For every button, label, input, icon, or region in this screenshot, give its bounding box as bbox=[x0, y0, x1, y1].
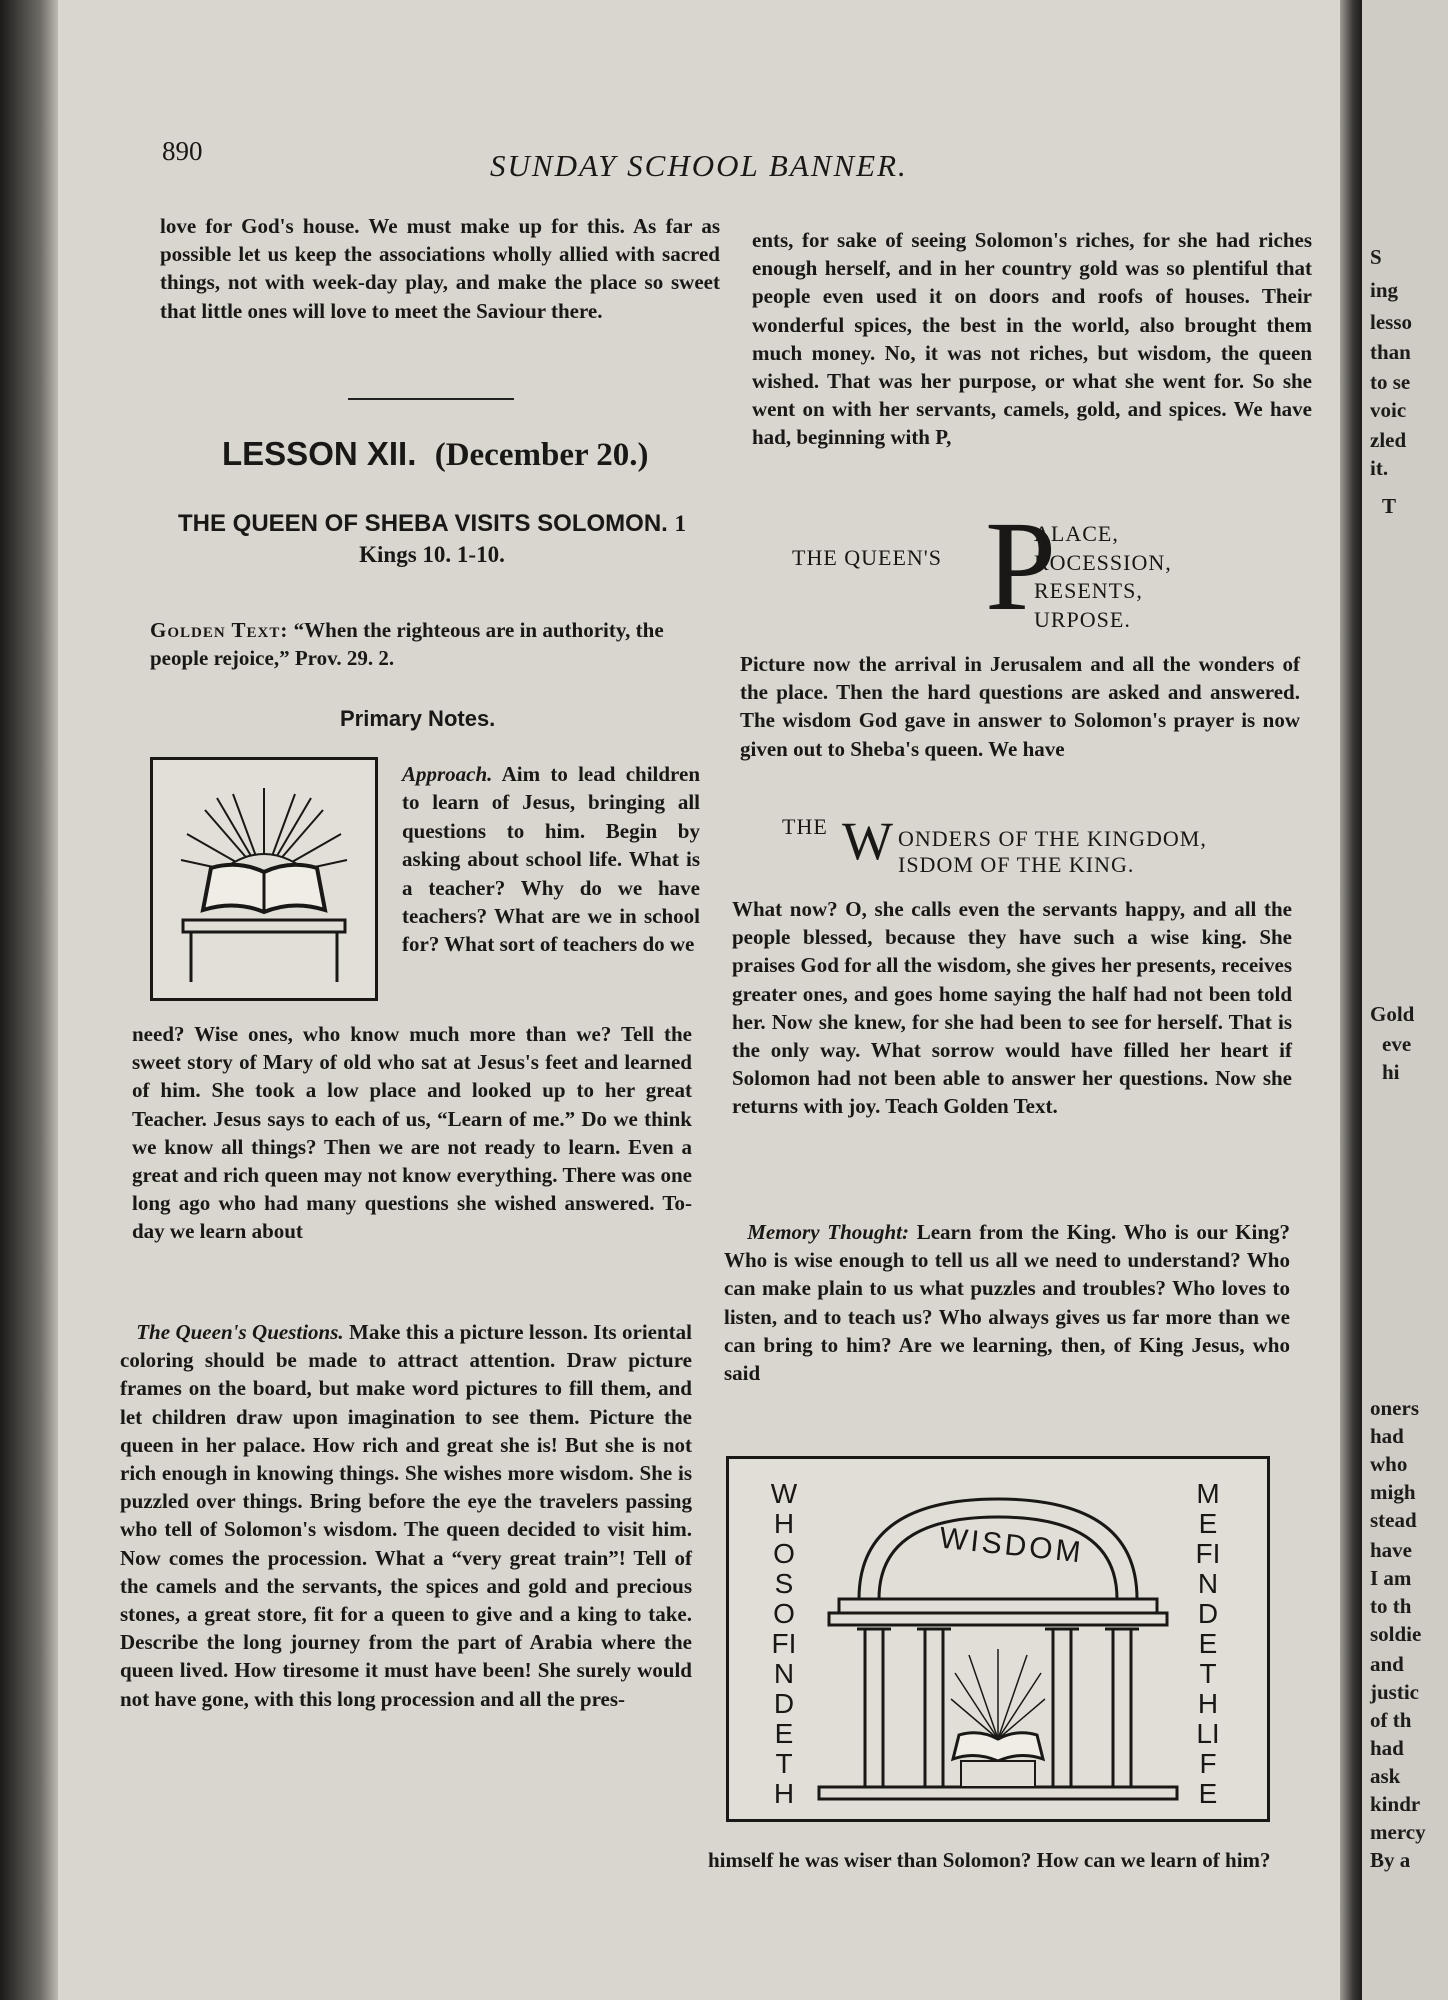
next-page-fragment: voic bbox=[1370, 398, 1407, 422]
intro-paragraph bbox=[160, 212, 720, 325]
next-page-fragment: ask bbox=[1370, 1764, 1401, 1788]
next-page-fragment: to se bbox=[1370, 370, 1411, 394]
golden-text-quote: “When the righteous are in authority, the people rejoice,” Prov. 29. 2. bbox=[150, 618, 664, 670]
next-page-fragment: of th bbox=[1370, 1708, 1412, 1732]
acrostic-w-lead: THE bbox=[782, 814, 828, 839]
approach-continued bbox=[132, 1020, 692, 1246]
next-page-fragment: eve bbox=[1382, 1032, 1412, 1056]
wisdom-arch-word: WISDOM bbox=[937, 1521, 1086, 1570]
temple-icon bbox=[729, 1459, 1267, 1819]
next-page-fragment: justic bbox=[1370, 1680, 1419, 1704]
questions-label: The Queen's Questions. bbox=[136, 1320, 344, 1344]
acrostic-p-words bbox=[1034, 520, 1172, 634]
page-gutter bbox=[1340, 0, 1362, 2000]
memory-text: Learn from the King. Who is our King? Who is wise enough to tell us all we need to understand? Who can make plain to us what puzzles and troubles? Who loves to listen, and to teach us? Who always gives us far more than we can bring to him? Are we learning, then, of King Jesus, who said bbox=[724, 1220, 1291, 1386]
lesson-title-text: THE QUEEN OF SHEBA VISITS SOLOMON. bbox=[178, 510, 668, 537]
right-para-2-text: Picture now the arrival in Jerusalem and all the wonders of the place. Then the hard questions are asked and answered. The wisdom God gave in answer to Solomon's prayer is now given out to Sheba's queen. We have bbox=[740, 652, 1300, 761]
next-page-fragment: lesso bbox=[1370, 310, 1412, 334]
acrostic-w-lines bbox=[898, 826, 1207, 878]
next-page-fragment: soldie bbox=[1370, 1622, 1422, 1646]
wisdom-temple-illustration bbox=[726, 1456, 1270, 1822]
questions-text: Make this a picture lesson. Its oriental coloring should be made to attract attention. Draw picture frames on the board, but make word pictures to fill them, and let children draw upon imagination to see them. Picture the queen in her palace. How rich and great she is! But she is not rich enough in knowing things. She wishes more wisdom. She is puzzled over things. Bring before the eye the travelers passing who tell of Solomon's wisdom. The queen decided to visit him. Now comes the procession. What a “very great train”! Tell of the camels and the servants, the spices and gold and precious stones, a great store, fit for a queen to give and a king to take. Describe the long journey from the part of Arabia where the queen lived. How tiresome it must have been! She surely would not have gone, with this long procession and all the pres- bbox=[120, 1320, 692, 1711]
acrostic-word: ROCESSION, bbox=[1034, 549, 1172, 575]
next-page-fragment: T bbox=[1382, 494, 1397, 518]
approach-paragraph bbox=[402, 760, 700, 959]
next-page-fragment: have bbox=[1370, 1538, 1412, 1562]
next-page-fragment: and bbox=[1370, 1652, 1404, 1676]
approach-continued-text: need? Wise ones, who know much more than we? Tell the sweet story of Mary of old who sat at Jesus's feet and learned of him. She took a low place and looked up to her great Teacher. Jesus says to each of us, “Learn of me.” Do we think we know all things? Then we are not ready to learn. Even a great and rich queen may not know everything. There was one long ago who had many questions she wished answered. To-day we learn about bbox=[132, 1022, 692, 1244]
lesson-number: LESSON XII. bbox=[222, 435, 417, 472]
next-page-fragment: migh bbox=[1370, 1480, 1416, 1504]
right-paragraph-3 bbox=[732, 895, 1292, 1121]
intro-text: love for God's house. We must make up for this. As far as possible let us keep the associations wholly allied with sacred things, not with week-day play, and make the place so sweet that little ones will love to meet the Saviour there. bbox=[160, 214, 720, 323]
next-page-fragment: By a bbox=[1370, 1848, 1411, 1872]
acrostic-p-initial: P bbox=[985, 495, 1057, 637]
lesson-heading bbox=[222, 435, 649, 474]
next-page-fragment: ing bbox=[1370, 278, 1399, 302]
next-page-fragment: oners bbox=[1370, 1396, 1419, 1420]
lesson-date: (December 20.) bbox=[434, 437, 649, 473]
next-page-fragment: it. bbox=[1370, 456, 1389, 480]
next-page-fragment: had bbox=[1370, 1736, 1404, 1760]
next-page-fragment: had bbox=[1370, 1424, 1404, 1448]
next-page-fragment: zled bbox=[1370, 428, 1407, 452]
next-page-fragment: than bbox=[1370, 340, 1411, 364]
next-page-fragment: stead bbox=[1370, 1508, 1417, 1532]
acrostic-word: ALACE, bbox=[1034, 521, 1119, 546]
acrostic-word: RESENTS, bbox=[1034, 578, 1143, 603]
right-paragraph-2 bbox=[740, 650, 1300, 763]
lesson-reference: 1 Kings 10. 1-10. bbox=[359, 511, 686, 567]
acrostic-w-initial: W bbox=[842, 811, 893, 871]
right-para-3-text: What now? O, she calls even the servants happy, and all the people blessed, because they have such a wise king. She praises God for all the wisdom, she gives her presents, receives greater ones, and goes home saying the half had not been told her. Now she knew, for she had been to see for herself. That is the only way. What sorrow would have filled her heart if Solomon had not been able to answer her questions. Now she returns with joy. Teach Golden Text. bbox=[732, 897, 1292, 1119]
next-page-fragment: to th bbox=[1370, 1594, 1412, 1618]
approach-text: Aim to lead children to learn of Jesus, bringing all questions to him. Begin by asking about school life. What is a teacher? Why do we have teachers? What are we in school for? What sort of teachers do we bbox=[402, 762, 700, 957]
next-page-edge bbox=[1362, 0, 1448, 2000]
queens-questions-paragraph bbox=[120, 1318, 692, 1713]
next-page-fragment: S bbox=[1370, 245, 1382, 269]
golden-text-label: Golden Text: bbox=[150, 618, 289, 642]
next-page-fragment: hi bbox=[1382, 1060, 1400, 1084]
acrostic-word: URPOSE. bbox=[1034, 606, 1131, 632]
next-page-fragment: who bbox=[1370, 1452, 1408, 1476]
next-page-fragment: mercy bbox=[1370, 1820, 1426, 1844]
me-findeth-life-vertical: ME FINDETH LIFE bbox=[1195, 1478, 1221, 1809]
right-para-1-text: ents, for sake of seeing Solomon's riches, for she had riches enough herself, and in her country gold was so plentiful that people even used it on doors and roofs of houses. Their wonderful spices, the best in the world, also brought them much money. No, it was not riches, but wisdom, the queen wished. That was her purpose, or what she went for. So she went on with her servants, camels, gold, and spices. We have had, beginning with P, bbox=[752, 228, 1312, 450]
acrostic-w-line-2: ISDOM OF THE KING. bbox=[898, 852, 1135, 877]
next-page-fragment: Gold bbox=[1370, 1002, 1415, 1026]
golden-text bbox=[150, 616, 710, 672]
right-paragraph-1 bbox=[752, 226, 1312, 452]
acrostic-w-line-1: ONDERS OF THE KINGDOM, bbox=[898, 826, 1207, 851]
open-book-icon bbox=[153, 760, 375, 998]
next-page-fragment: kindr bbox=[1370, 1792, 1421, 1816]
memory-label: Memory Thought: bbox=[747, 1220, 909, 1244]
lesson-title bbox=[152, 508, 712, 570]
next-page-fragment: I am bbox=[1370, 1566, 1412, 1590]
approach-label: Approach. bbox=[402, 762, 493, 786]
book-binding bbox=[0, 0, 58, 2000]
running-title: SUNDAY SCHOOL BANNER. bbox=[490, 148, 908, 183]
whoso-findeth-vertical: WHOSO FINDETH bbox=[770, 1478, 798, 1809]
acrostic-p-lead: THE QUEEN'S bbox=[792, 545, 943, 570]
open-book-illustration bbox=[150, 757, 378, 1001]
memory-thought-paragraph bbox=[724, 1218, 1290, 1387]
primary-notes-heading: Primary Notes. bbox=[340, 706, 496, 731]
page-number: 890 bbox=[162, 136, 203, 166]
section-divider bbox=[348, 398, 514, 400]
closing-paragraph: himself he was wiser than Solomon? How can we learn of him? bbox=[708, 1848, 1271, 1872]
